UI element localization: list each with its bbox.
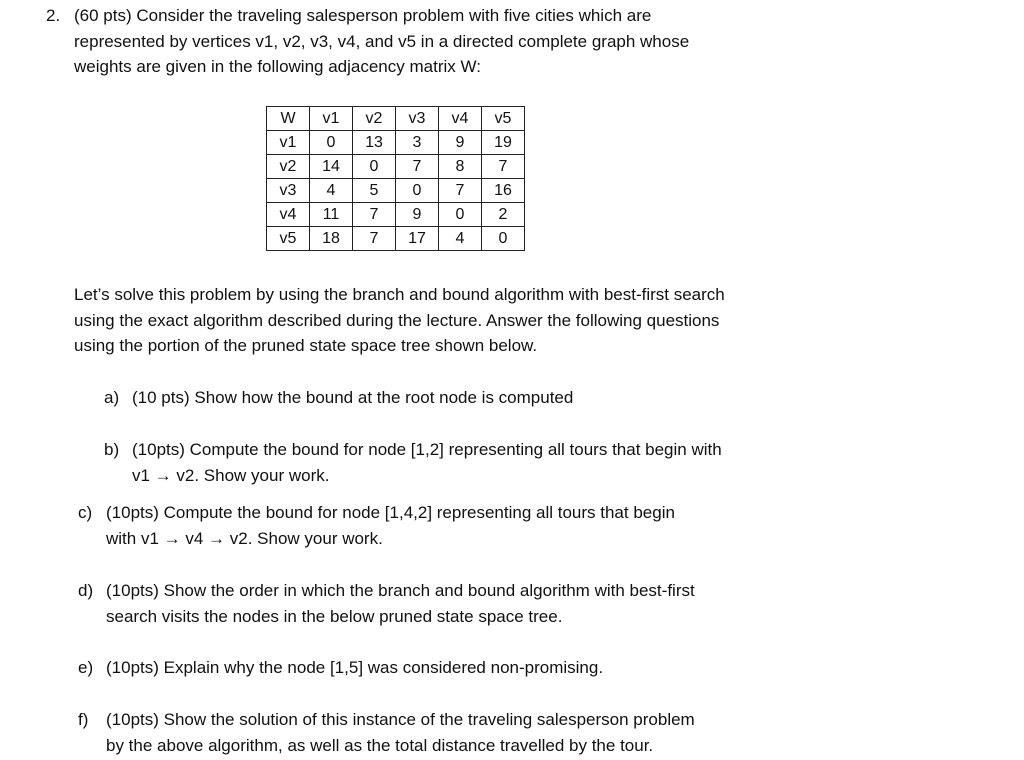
matrix-cell: 19 xyxy=(482,131,525,155)
matrix-row-label: v1 xyxy=(267,131,310,155)
question-intro xyxy=(74,3,774,80)
matrix-cell: 3 xyxy=(396,131,439,155)
matrix-header-cell: v5 xyxy=(482,107,525,131)
adjacency-matrix xyxy=(266,106,525,251)
matrix-row xyxy=(267,131,525,155)
matrix-row-label: v2 xyxy=(267,155,310,179)
instructions-line: using the portion of the pruned state space tree shown below. xyxy=(74,336,538,355)
matrix-cell: 7 xyxy=(482,155,525,179)
part-line: (10pts) Show the order in which the branch and bound algorithm with best-first xyxy=(106,581,695,600)
matrix-row xyxy=(267,179,525,203)
part-text xyxy=(106,707,695,758)
part-text xyxy=(106,500,675,551)
matrix-cell: 2 xyxy=(482,203,525,227)
matrix-row xyxy=(267,155,525,179)
matrix-cell: 16 xyxy=(482,179,525,203)
part-line: with v1 → v4 → v2. Show your work. xyxy=(106,528,383,548)
matrix-row-label: v3 xyxy=(267,179,310,203)
matrix-header-cell: v3 xyxy=(396,107,439,131)
matrix-row-label: v5 xyxy=(267,227,310,251)
part-line: v1 → v2. Show your work. xyxy=(132,465,330,485)
part-text xyxy=(132,437,722,488)
matrix-cell: 7 xyxy=(396,155,439,179)
instructions-line: using the exact algorithm described during the lecture. Answer the following questions xyxy=(74,310,720,330)
matrix-cell: 14 xyxy=(310,155,353,179)
part-marker: f) xyxy=(78,710,89,729)
question-number: 2. xyxy=(46,6,61,25)
matrix-cell: 17 xyxy=(396,227,439,251)
part-text xyxy=(106,578,695,629)
part-line: search visits the nodes in the below pruned state space tree. xyxy=(106,606,563,626)
matrix-cell: 4 xyxy=(439,227,482,251)
matrix-cell: 7 xyxy=(353,227,396,251)
instructions-paragraph xyxy=(74,282,794,359)
part-marker: a) xyxy=(104,388,120,407)
matrix-cell: 0 xyxy=(310,131,353,155)
instructions-line: Let’s solve this problem by using the branch and bound algorithm with best-first search xyxy=(74,285,725,304)
matrix-header-cell: v2 xyxy=(353,107,396,131)
part-line: (10pts) Show the solution of this instance of the traveling salesperson problem xyxy=(106,710,695,729)
matrix-cell: 9 xyxy=(396,203,439,227)
part-marker: c) xyxy=(78,503,93,522)
matrix-cell: 8 xyxy=(439,155,482,179)
part-line: (10pts) Compute the bound for node [1,2] representing all tours that begin with xyxy=(132,440,722,459)
matrix-cell: 0 xyxy=(482,227,525,251)
matrix-row-label: v4 xyxy=(267,203,310,227)
matrix-cell: 5 xyxy=(353,179,396,203)
part-text xyxy=(106,655,603,681)
matrix-header-row xyxy=(267,107,525,131)
part-line: (10 pts) Show how the bound at the root node is computed xyxy=(132,388,574,407)
part-marker: b) xyxy=(104,440,120,459)
matrix-header-cell: v1 xyxy=(310,107,353,131)
intro-line: weights are given in the following adjacency matrix W: xyxy=(74,57,481,76)
part-line: by the above algorithm, as well as the total distance travelled by the tour. xyxy=(106,735,654,755)
matrix-cell: 7 xyxy=(353,203,396,227)
matrix-cell: 9 xyxy=(439,131,482,155)
matrix-cell: 7 xyxy=(439,179,482,203)
matrix-cell: 11 xyxy=(310,203,353,227)
matrix-cell: 13 xyxy=(353,131,396,155)
matrix-row xyxy=(267,203,525,227)
part-marker: e) xyxy=(78,658,94,677)
matrix-cell: 0 xyxy=(439,203,482,227)
intro-line: (60 pts) Consider the traveling salesperson problem with five cities which are xyxy=(74,6,652,25)
matrix-cell: 4 xyxy=(310,179,353,203)
matrix-header-cell: v4 xyxy=(439,107,482,131)
part-marker: d) xyxy=(78,581,94,600)
matrix-cell: 0 xyxy=(396,179,439,203)
matrix-cell: 18 xyxy=(310,227,353,251)
matrix-header-cell: W xyxy=(267,107,310,131)
part-text xyxy=(132,385,573,411)
matrix-cell: 0 xyxy=(353,155,396,179)
part-line: (10pts) Explain why the node [1,5] was considered non-promising. xyxy=(106,658,604,677)
part-line: (10pts) Compute the bound for node [1,4,2] representing all tours that begin xyxy=(106,503,675,522)
intro-line: represented by vertices v1, v2, v3, v4, and v5 in a directed complete graph whose xyxy=(74,31,690,51)
matrix-row xyxy=(267,227,525,251)
